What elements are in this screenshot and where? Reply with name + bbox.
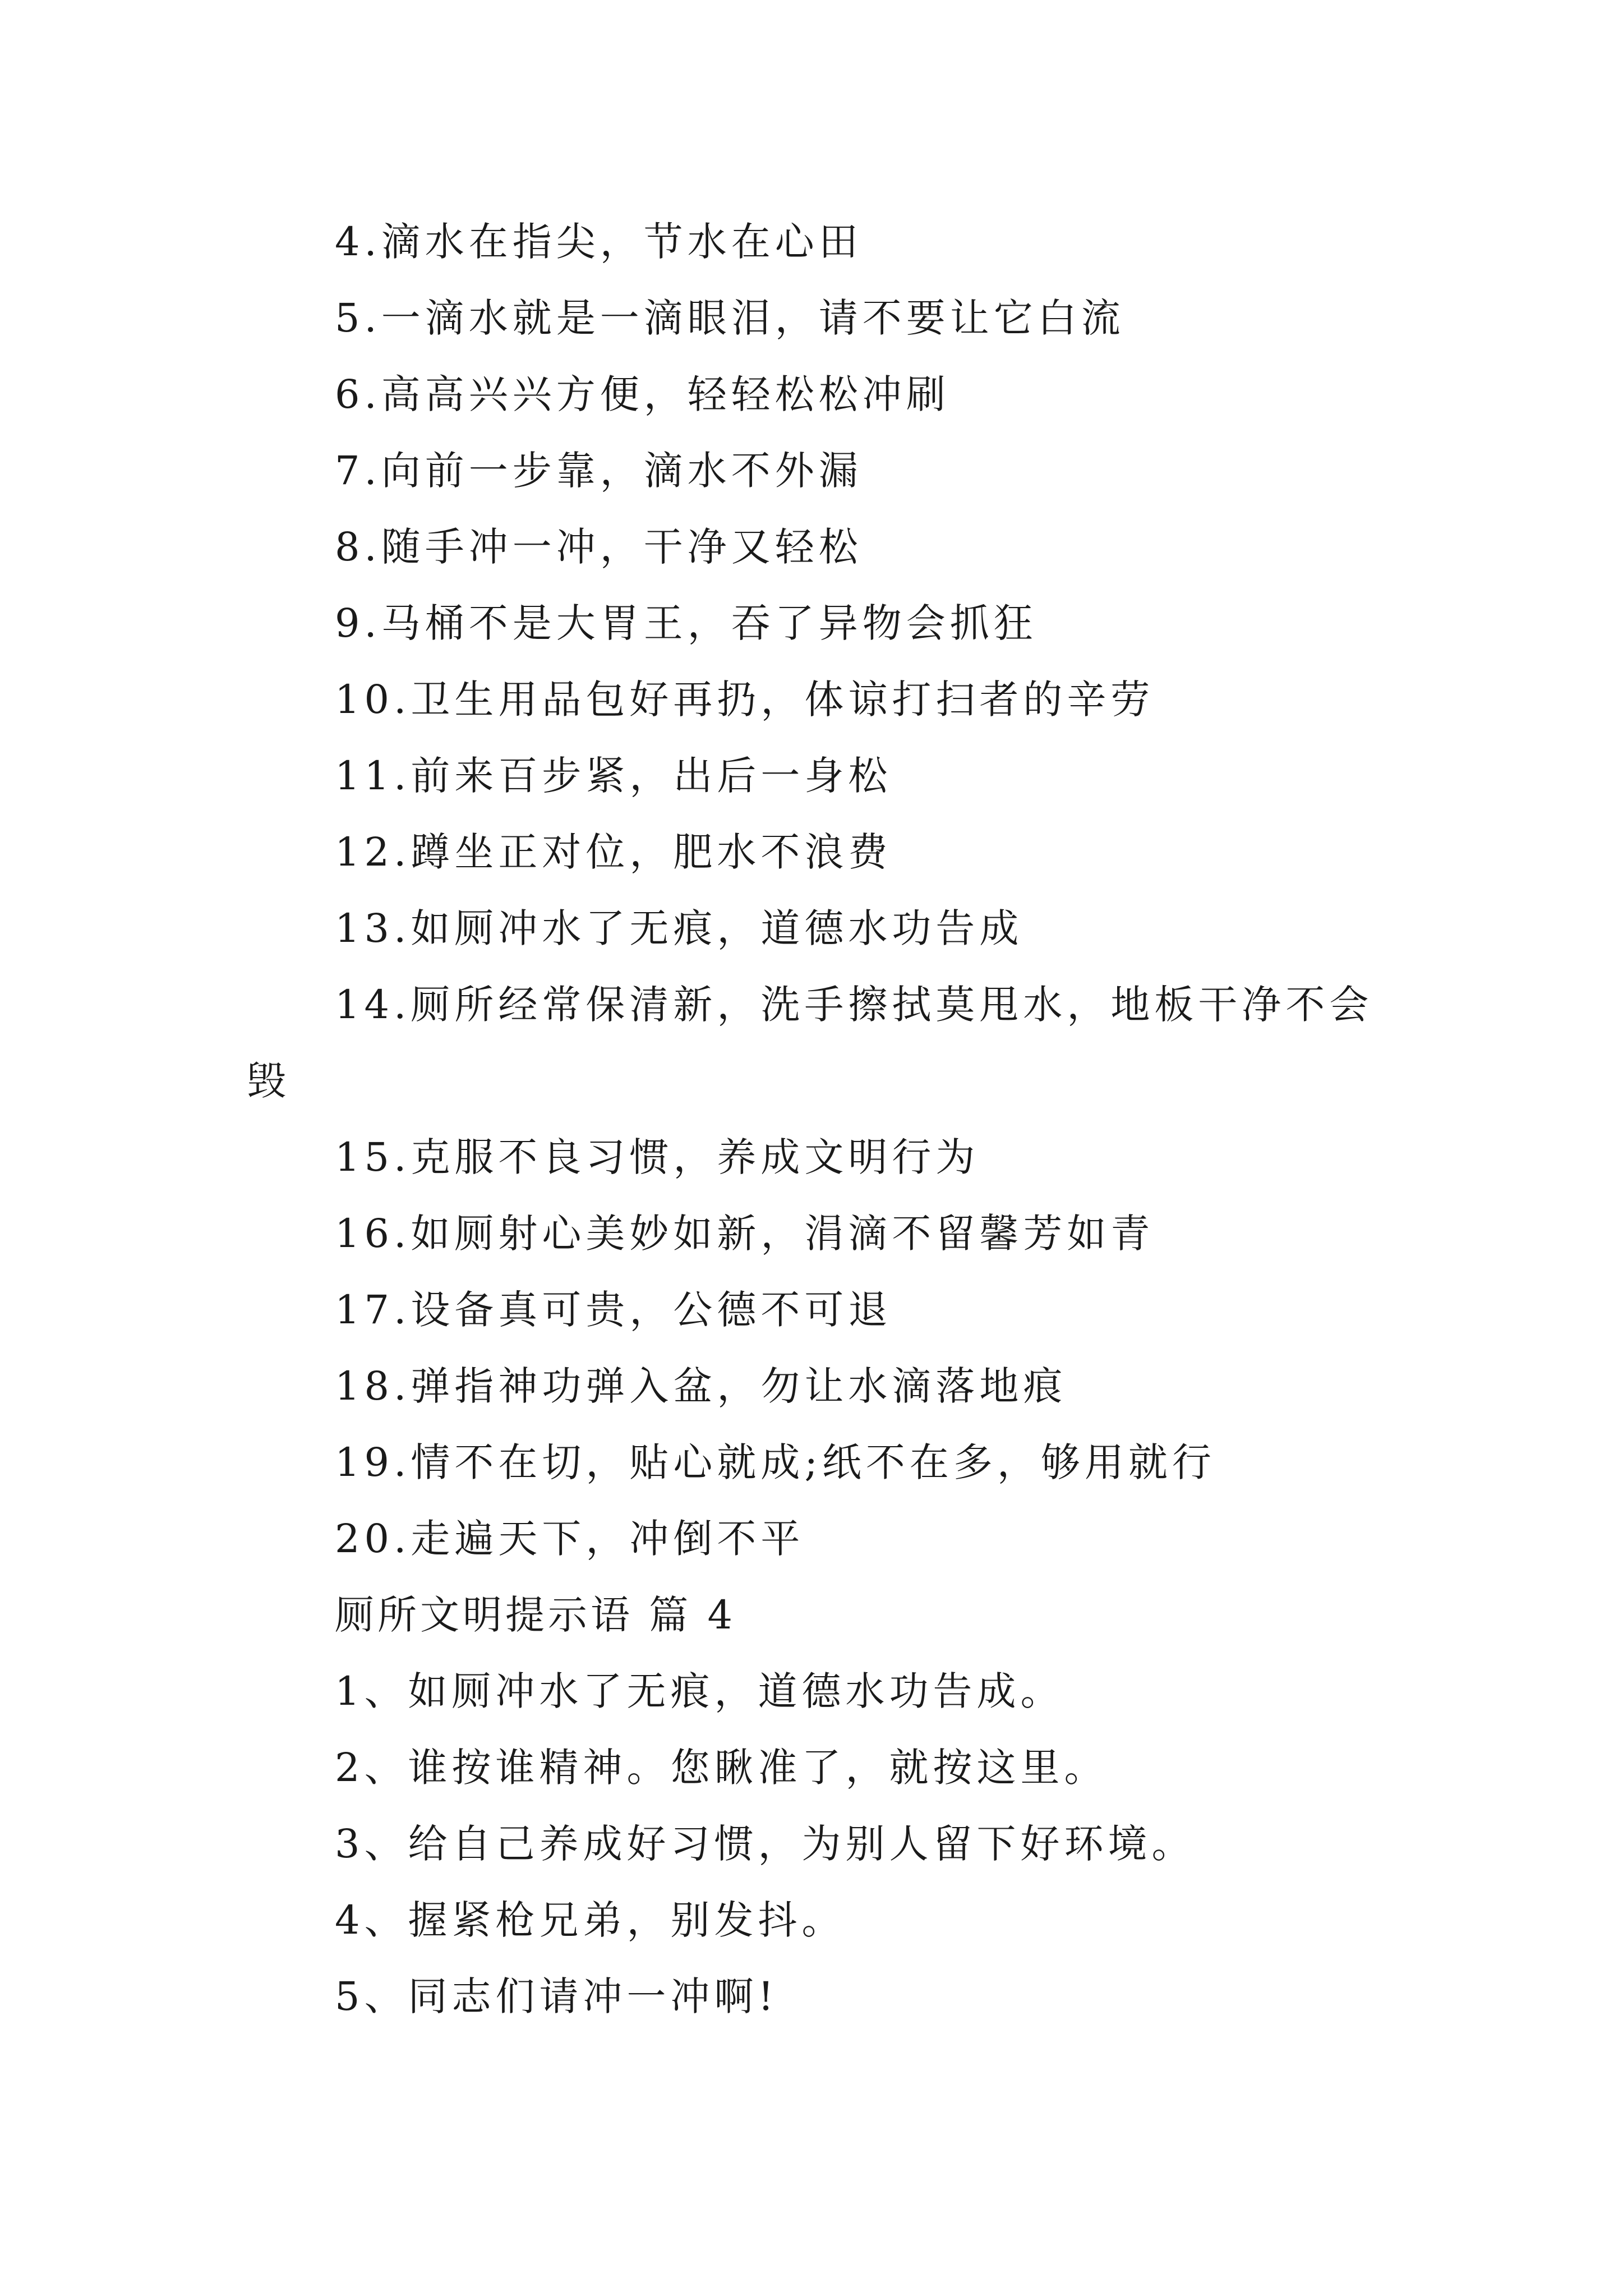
list-item: 11.前来百步紧，出后一身松 [335,753,892,799]
list-item: 13.如厕冲水了无痕，道德水功告成 [335,905,1023,951]
list-item: 7.向前一步靠，滴水不外漏 [335,448,863,494]
list-item: 9.马桶不是大胃王，吞了异物会抓狂 [335,600,1038,646]
list-item: 12.蹲坐正对位，肥水不浪费 [335,829,892,875]
list-item: 19.情不在切，贴心就成;纸不在多，够用就行 [335,1439,1216,1485]
list-item: 5.一滴水就是一滴眼泪，请不要让它白流 [335,295,1125,341]
list-item: 16.如厕射心美妙如新，涓滴不留馨芳如青 [335,1211,1155,1257]
list-item: 1、如厕冲水了无痕，道德水功告成。 [335,1668,1064,1714]
list-item: 4、握紧枪兄弟，别发抖。 [335,1897,846,1943]
list-item: 10.卫生用品包好再扔，体谅打扫者的辛劳 [335,677,1155,723]
list-item: 8.随手冲一冲，干净又轻松 [335,524,863,570]
list-item: 2、谁按谁精神。您瞅准了，就按这里。 [335,1745,1108,1791]
list-item: 6.高高兴兴方便，轻轻松松冲刷 [335,371,950,417]
list-item: 3、给自己养成好习惯，为别人留下好环境。 [335,1821,1196,1867]
list-item: 4.滴水在指尖，节水在心田 [335,219,863,265]
list-item: 20.走遍天下，冲倒不平 [335,1516,805,1562]
list-item-continuation: 毁 [247,1058,291,1104]
list-item: 5、同志们请冲一冲啊! [335,1973,778,2019]
list-item: 18.弹指神功弹入盆，勿让水滴落地痕 [335,1363,1067,1409]
list-item: 15.克服不良习惯，养成文明行为 [335,1134,980,1180]
list-item: 14.厕所经常保清新，洗手擦拭莫甩水，地板干净不会 [335,982,1373,1028]
list-item: 17.设备真可贵，公德不可退 [335,1287,892,1333]
section-heading: 厕所文明提示语 篇 4 [335,1592,736,1638]
